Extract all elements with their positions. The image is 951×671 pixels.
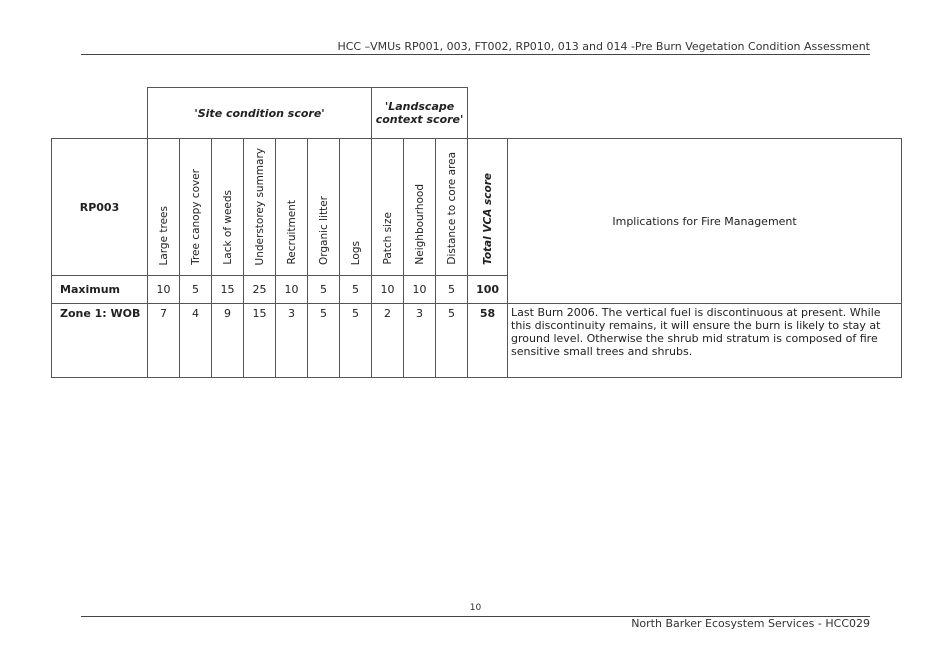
table-row	[52, 304, 902, 378]
score-cell: 5	[340, 276, 372, 304]
score-cell: 9	[212, 304, 244, 378]
column-label: Lack of weeds	[221, 190, 234, 265]
column-header-patch-size	[372, 139, 404, 276]
column-header-logs	[340, 139, 372, 276]
column-label: Recruitment	[285, 200, 298, 265]
column-header-neighbourhood	[404, 139, 436, 276]
implications-header: Implications for Fire Management	[508, 139, 902, 304]
score-cell: 10	[148, 276, 180, 304]
row-label: Maximum	[52, 276, 148, 304]
site-id: RP003	[52, 139, 148, 276]
document-header: HCC –VMUs RP001, 003, FT002, RP010, 013 and 014 -Pre Burn Vegetation Condition Assessment	[337, 40, 870, 53]
column-header-row	[52, 139, 902, 276]
score-cell: 4	[180, 304, 212, 378]
row-label: Zone 1: WOB	[52, 304, 148, 378]
score-cell: 3	[276, 304, 308, 378]
score-cell: 10	[372, 276, 404, 304]
score-cell: 15	[212, 276, 244, 304]
total-score-cell: 100	[468, 276, 508, 304]
column-label: Neighbourhood	[413, 184, 426, 265]
score-cell: 15	[244, 304, 276, 378]
column-label: Patch size	[381, 212, 394, 265]
score-cell: 2	[372, 304, 404, 378]
group-header-row	[52, 88, 902, 139]
column-header-recruitment	[276, 139, 308, 276]
column-label: Organic litter	[317, 195, 330, 265]
column-header-lack-of-weeds	[212, 139, 244, 276]
implications-text: Last Burn 2006. The vertical fuel is discontinuous at present. While this discontinuity remains, it will ensure the burn is likely to stay at ground level. Otherwise the shrub mid stratum is composed of fire sensitive small trees and shrubs.	[508, 304, 902, 378]
score-cell: 5	[436, 304, 468, 378]
score-cell: 10	[276, 276, 308, 304]
score-cell: 5	[308, 304, 340, 378]
column-header-distance-to-core-area	[436, 139, 468, 276]
score-cell: 10	[404, 276, 436, 304]
column-label: Logs	[349, 240, 362, 265]
column-header-total-vca-score	[468, 139, 508, 276]
column-header-large-trees	[148, 139, 180, 276]
score-cell: 5	[340, 304, 372, 378]
score-cell: 5	[308, 276, 340, 304]
column-header-organic-litter	[308, 139, 340, 276]
blank-cell	[468, 88, 508, 139]
column-header-tree-canopy-cover	[180, 139, 212, 276]
header-rule	[81, 54, 870, 55]
column-label: Distance to core area	[445, 152, 458, 265]
column-label: Total VCA score	[481, 173, 494, 265]
score-cell: 25	[244, 276, 276, 304]
total-score-cell: 58	[468, 304, 508, 378]
column-label: Understorey summary	[253, 147, 266, 265]
score-cell: 5	[180, 276, 212, 304]
column-label: Tree canopy cover	[189, 169, 202, 265]
column-header-understorey-summary	[244, 139, 276, 276]
score-cell: 7	[148, 304, 180, 378]
site-condition-score-group: 'Site condition score'	[148, 88, 372, 139]
score-cell: 5	[436, 276, 468, 304]
landscape-context-score-group: 'Landscape context score'	[372, 88, 468, 139]
blank-cell	[52, 88, 148, 139]
footer-company: North Barker Ecosystem Services - HCC029	[631, 617, 870, 630]
vca-table	[51, 87, 902, 378]
page-number: 10	[469, 603, 482, 613]
score-cell: 3	[404, 304, 436, 378]
blank-cell	[508, 88, 902, 139]
column-label: Large trees	[157, 205, 170, 265]
